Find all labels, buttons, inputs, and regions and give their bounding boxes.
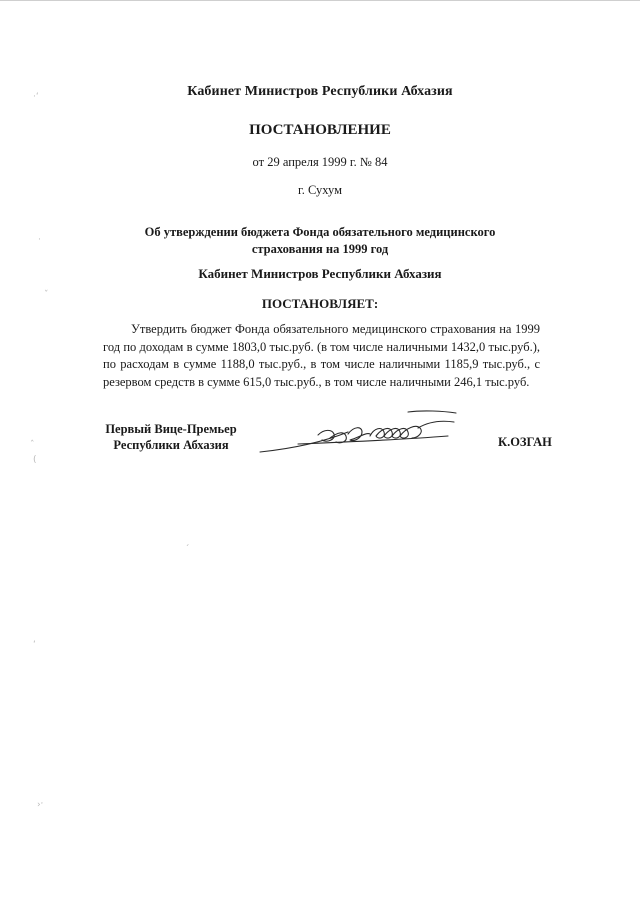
preamble-organization: Кабинет Министров Республики Абхазия <box>198 266 442 281</box>
decrees-heading: ПОСТАНОВЛЯЕТ: <box>261 296 379 311</box>
decree-body-paragraph: Утвердить бюджет Фонда обязательного медицинского страхования на 1999 год по доходам в сумме 1803,0 тыс.руб. (в том числе наличными 1432,0 тыс.руб.), по расходам в сумме 1188,0 тыс.руб., в том числе наличными 1185,9 тыс.руб., с резервом средств в сумме 615,0 тыс.руб., в том числе наличными 246,1 тыс.руб. <box>103 322 540 389</box>
scan-mark: ·ʻ <box>33 92 39 102</box>
scan-mark: ( <box>33 455 37 465</box>
signatory-title-line-2: Республики Абхазия <box>113 438 229 452</box>
scan-mark: ›ˑ <box>37 800 44 810</box>
scan-mark: ˇ <box>44 290 49 300</box>
document-type-heading: ПОСТАНОВЛЕНИЕ <box>249 122 391 138</box>
organization-heading: Кабинет Министров Республики Абхазия <box>187 84 453 99</box>
signatory-title-line-1: Первый Вице-Премьер <box>105 422 237 436</box>
scan-mark: ʻ <box>33 640 36 650</box>
date-and-number: от 29 апреля 1999 г. № 84 <box>252 155 388 169</box>
scan-mark: ˆ <box>30 440 35 450</box>
scan-mark: ˏ <box>185 537 190 547</box>
subject-heading <box>100 224 540 258</box>
handwritten-signature <box>258 402 468 462</box>
page-top-edge <box>0 0 640 7</box>
city: г. Сухум <box>297 183 342 197</box>
signatory-title <box>86 421 256 453</box>
signatory-name: К.ОЗГАН <box>498 435 552 449</box>
scan-mark: · <box>38 235 41 245</box>
subject-line-2: страхования на 1999 год <box>251 242 389 256</box>
subject-line-1: Об утверждении бюджета Фонда обязательного медицинского <box>144 225 496 239</box>
